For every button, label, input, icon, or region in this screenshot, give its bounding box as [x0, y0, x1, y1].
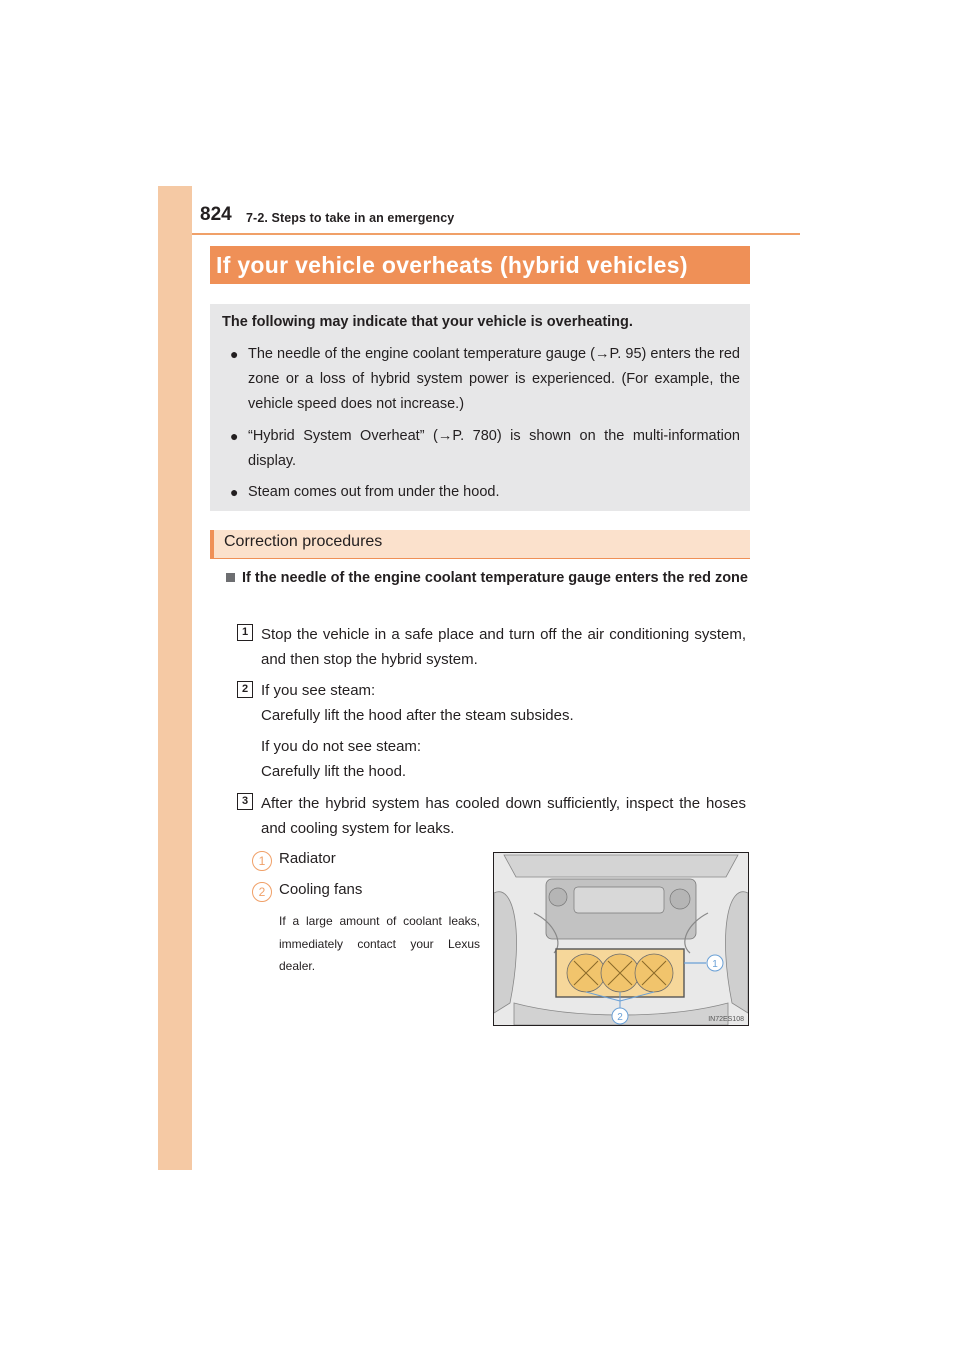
step-number: 2 — [237, 681, 253, 698]
engine-bay-drawing — [494, 853, 748, 1025]
symptom-box — [210, 304, 750, 511]
square-bullet-icon — [226, 573, 235, 582]
figure-callout-1: 1 — [712, 959, 718, 970]
side-tab-strip — [158, 186, 192, 1170]
step-number: 3 — [237, 793, 253, 810]
figure-callout-2: 2 — [617, 1012, 623, 1023]
symptom-bullet — [230, 424, 740, 474]
callout-number: 2 — [252, 882, 272, 902]
bullet-dot: ● — [230, 484, 239, 500]
step-text: Carefully lift the hood. — [261, 763, 407, 780]
page-number: 824 — [200, 204, 232, 225]
page-header — [200, 204, 800, 236]
bullet-dot: ● — [230, 428, 239, 444]
page-title: If your vehicle overheats (hybrid vehicles) — [210, 246, 750, 284]
step-text: Stop the vehicle in a safe place and turn off the air conditioning system, and then stop the hybrid system. — [261, 626, 746, 668]
bullet-dot: ● — [230, 346, 239, 362]
step-text: If you do not see steam: — [261, 738, 422, 755]
symptom-bullet — [230, 480, 740, 505]
figure-code: IN72ES108 — [708, 1016, 744, 1023]
section-title: Correction procedures — [224, 533, 383, 550]
step-text: If you see steam: — [261, 682, 376, 699]
coolant-note: If a large amount of coolant leaks, immediately contact your Lexus dealer. — [279, 914, 480, 973]
symptom-bullet — [230, 342, 740, 417]
step-number: 1 — [237, 624, 253, 641]
condition-heading: If the needle of the engine coolant temperature gauge enters the red zone — [242, 570, 748, 586]
symptom-intro: The following may indicate that your vehicle is overheating. — [222, 314, 633, 330]
bullet-text: “Hybrid System Overheat” (→P. 780) is shown on the multi-information display. — [248, 428, 740, 469]
step-text: After the hybrid system has cooled down sufficiently, inspect the hoses and cooling system for leaks. — [261, 795, 746, 837]
item-label-cooling-fans: Cooling fans — [279, 881, 363, 898]
bullet-text: The needle of the engine coolant temperature gauge (→P. 95) enters the red zone or a loss of hybrid system power is experienced. (For example, the vehicle speed does not increase.) — [248, 346, 740, 412]
step-text: Carefully lift the hood after the steam subsides. — [261, 707, 574, 724]
section-underline — [210, 558, 750, 559]
bullet-text: Steam comes out from under the hood. — [248, 484, 500, 500]
header-rule — [192, 233, 800, 235]
callout-number: 1 — [252, 851, 272, 871]
section-heading — [210, 530, 750, 558]
engine-bay-illustration — [493, 852, 749, 1026]
chapter-title: 7-2. Steps to take in an emergency — [246, 211, 455, 225]
item-label-radiator: Radiator — [279, 850, 336, 867]
